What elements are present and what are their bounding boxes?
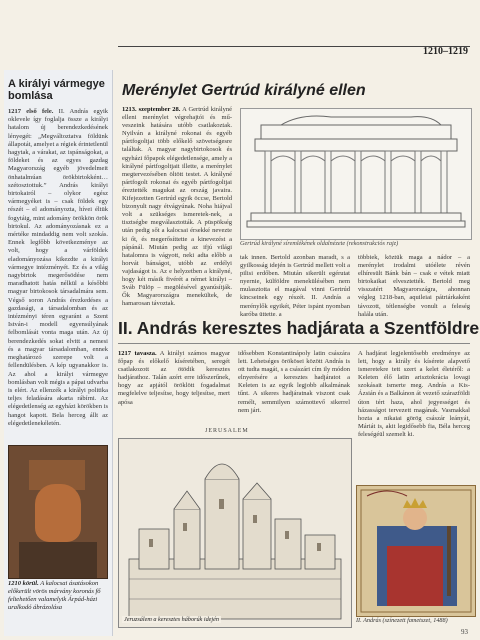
king-miniature-svg [357, 486, 475, 616]
bust-base [19, 542, 97, 578]
city-label: JERUSALEM [205, 428, 249, 434]
sidebar-title: A királyi vármegye bomlása [8, 78, 105, 102]
section2-rule [118, 343, 470, 344]
bust-caption [8, 580, 108, 612]
section1-col3: többiek, köztük maga a nádor – a merénylet irodalmi utóélete révén elhíresült Bánk bán – csak e vétek miatt birtokaikat elvesztették. Bertold meg visszatért Magyarországra, ahonnan végleg 1218-ban, aquileiai pátriárkaként távozott, tétlenségbe vonult a feleség halála után. [358, 254, 470, 316]
tomb-caption: Gertrúd királyné síremlékének oldalnézete (rekonstrukciós rajz) [240, 240, 399, 247]
page-range: 1210–1219 [423, 46, 468, 57]
sidebar-text [8, 108, 108, 428]
section1-col1-text: A Gertrúd királyné elleni merénylet végrehajtói és mű-veszeink hatására utóbb csatlakoztak. Nyilván a királyné rokonai és egyéb pártfogoltjai több előkelő szövetségesre találtak. A magyar nagybirtokosok és egyházi főpapok elégedetlensége, amely a királyné pártfogoltjait illette, a merénylet megtervezésében öltött testet. A királyné pártfogolt rokonai és egyéb pártfogoltjai éreztették magukat az ország javaira. Kifejezetten Gertrúd egyik öccse, Bertold bizonyult nagy étvágyúnak. Noha hiájval volt a szükséges ismeretek-nek, a tisztségbe megválasztották. A püspökség után pedig sőt a kalocsai érsekké nevezte ki őt, és megerősíttette a kinevezést a pápánál. Miután pedig az ifjú világi hatalomra is vágyott, neki adta előbb a horvát bánságot, utóbb az erdélyi vajdaságot is. Az e helyzetben a királyné, hogy két másik fivérét a német királyi – Sváb Fülöp – megölésével gyanúsítják. Ők Magyarországra menekültek, de hamarosan távoztak. [122, 106, 232, 308]
jerusalem-svg [119, 439, 351, 627]
section1-col1 [122, 106, 232, 312]
king-miniature [356, 485, 476, 617]
section2-col1 [118, 350, 230, 426]
page-number: 93 [461, 628, 468, 636]
section2-lead: 1217 tavasza. [118, 350, 157, 357]
tomb-drawing-svg [241, 109, 471, 239]
miniature-caption: II. András (színezett fametszet, 1488) [356, 617, 448, 624]
bust-face [35, 484, 81, 542]
section2-title: II. András keresztes hadjárata a Szentföldre [118, 318, 480, 338]
section2-col1-text: A királyi számos magyar főpap és előkelő kíséretében, seregét csatlakozott az ötödik keresztes hadjárathoz. Talán azért erre időszerűnek, hogy az apjától öröklött fogadalmat megfelelve teljesítse, hogy teljesítse, mert apósa [118, 350, 230, 406]
jerusalem-caption: Jeruzsálem a keresztes háborúk idején [124, 616, 219, 623]
bust-photo [8, 445, 108, 579]
section2-col3: A hadjárat legjelentősebb eredménye az lett, hogy a király és kísérete alapvető ismeretekre tett szert a kelet életéről: a Keleten élő latin arisztokrácia lovagi szokásait ismerte meg. András a Kis-Ázsián és a Balkánon át vezető szárazföldi úton tért haza, ahol jegyességet és házasságot tervezett magának. Vasmakkal hozta a nikaiai görög császár leányát, Máriát is, akit legidősebb fia, Béla herceg feleségéül szemelt ki. [358, 350, 470, 438]
sidebar-lead: 1217 első fele. [8, 108, 54, 115]
section2-col2: idősebben Konstantinápoly latin császára lett. Lehetséges örökösei között András is ott tudta magát, s a császári cím ily módon elnyerésére a keresztes hadjáratot a Keleten is az egyik legjobb alkalmának tűnt. A sikeres hadjáratnak viszont csak remélt, semmilyen számottevő sikerrel nem járt. [238, 350, 350, 414]
sidebar-body: II. András egyik oklevele így foglalja össze a királyi hatalom új berendezkedésének lényegét: „Megváltoztatva földünk állapotát, amelyet a régiek érintetlenül hagytak, a várakat, az ispánságokat, a földeket és az egyes gazdag Magyarország egyéb jövedelmeit önhatalmúan örökbirtokként… szétosztottuk.” András királyi birtokairól – olykor egész vármegyéket is – csak földek egy részét – el adományozta, hívei éltük fogytáig, mint adomány örökkön örök birtokul. Az adományozásnak ez a mértéke mindaddig nem volt szokás. Ennek legfőbb következménye az volt, hogy a várföldek eladományozása kikezdte a királyi vármegye intézményét. Ez és a világ nagybirtok megerősödése nem maradhatott hatás nélkül a későbbi magyar birtokosok társadalmára sem. Végső soron András érezkedéses a gazdasági, a társadalomban és az intézményi téren egyaránt a Szent István-i modell egyensúlyának felbomlását vonta maga után. Az új berendezkedés sokat elvitt a nemesi és a magyar társadalomban, ennek meghatározó szerepe volt a fellendülésben. A kép ugyanakkor is. Az ahol a királyi vármegye bomlásban volt mégis a pápai udvarba is elért. Az ellenzék a királyi politika teljes feladására akarta rábírni. Az elégedetlenség az egyházi körökben is hangot kapott. Bela herceg állt az elégedetlenekéletén. [8, 108, 109, 427]
section1-title: Merénylet Gertrúd királyné ellen [122, 82, 366, 99]
tomb-drawing [240, 108, 472, 240]
section1-col2: tak innen. Bertold azonban maradt, s a gyilkosság idején is Gertrúd mellett volt a pilisi erdőben. Miután sikerült egérutat nyernie, külföldre menekülésében nem mulasztotta el magával vinni Gertrúd kincseinek egy részét. II. András a merénylők egyikét, Péter ispánt nyomban karóba üttette, a [240, 254, 350, 316]
jerusalem-engraving [118, 438, 352, 628]
section1-lead: 1213. szeptember 28. [122, 106, 181, 113]
bust-caption-lead: 1210 körül. [8, 580, 39, 587]
bust-caption-text: A kalocsai ásatásokon előkerült vörös márvány koronás fő feltehetően valamelyik Árpád-házi uralkodó ábrázolása [8, 580, 101, 611]
header-rule [118, 46, 470, 47]
